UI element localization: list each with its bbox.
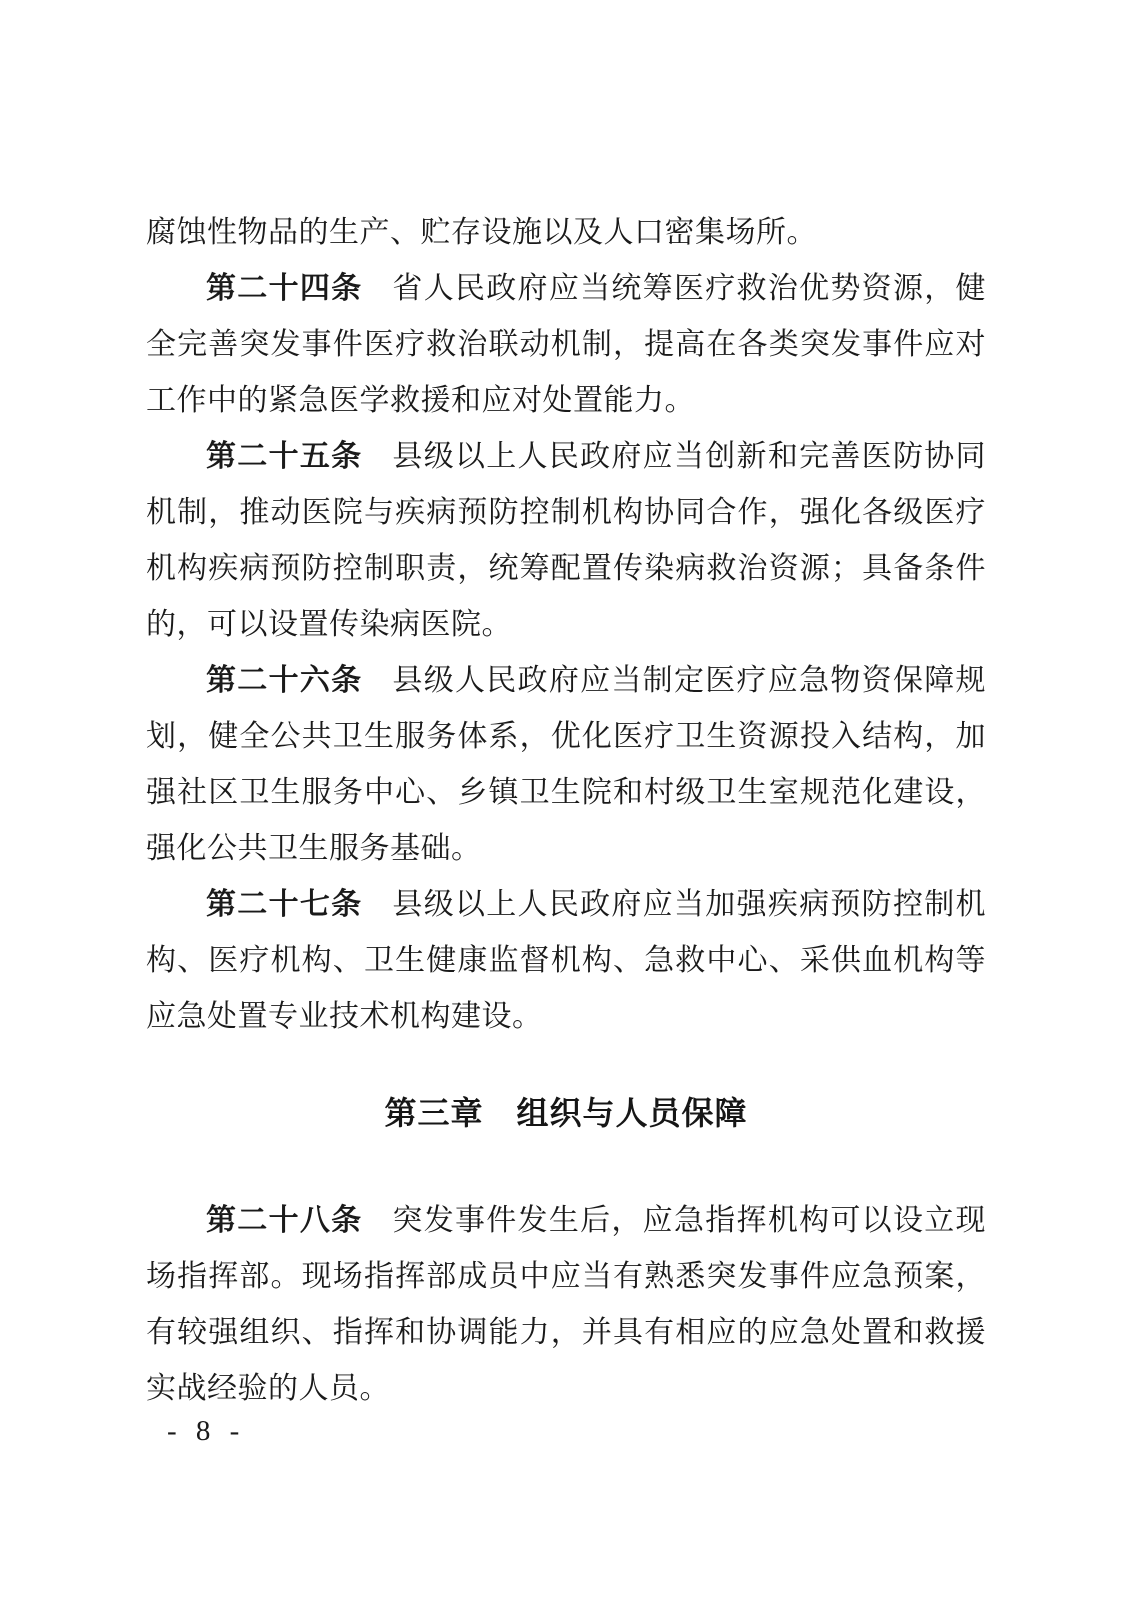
article-25-number: 第二十五条 [206, 440, 363, 473]
paragraph-text: 腐蚀性物品的生产、贮存设施以及人口密集场所。 [146, 216, 817, 249]
article-28-text: 突发事件发生后，应急指挥机构可以设立现场指挥部。现场指挥部成员中应当有熟悉突发事件应急预案，有较强组织、指挥和协调能力，并具有相应的应急处置和救援实战经验的人员。 [146, 1204, 987, 1405]
article-25-text: 县级以上人民政府应当创新和完善医防协同机制，推动医院与疾病预防控制机构协同合作，强化各级医疗机构疾病预防控制职责，统筹配置传染病救治资源；具备条件的，可以设置传染病医院。 [146, 440, 987, 641]
page-number: - 8 - [167, 1415, 246, 1447]
article-26-text: 县级人民政府应当制定医疗应急物资保障规划，健全公共卫生服务体系，优化医疗卫生资源投入结构，加强社区卫生服务中心、乡镇卫生院和村级卫生室规范化建设，强化公共卫生服务基础。 [146, 664, 987, 865]
article-27-paragraph [146, 877, 986, 1045]
article-28-paragraph [146, 1193, 986, 1417]
article-25-paragraph [146, 429, 986, 653]
article-26-paragraph [146, 653, 986, 877]
article-24-text: 省人民政府应当统筹医疗救治优势资源，健全完善突发事件医疗救治联动机制，提高在各类突发事件应对工作中的紧急医学救援和应对处置能力。 [146, 272, 987, 417]
article-27-text: 县级以上人民政府应当加强疾病预防控制机构、医疗机构、卫生健康监督机构、急救中心、采供血机构等应急处置专业技术机构建设。 [146, 888, 987, 1033]
chapter-heading: 第三章 组织与人员保障 [384, 1095, 748, 1131]
article-27-number: 第二十七条 [206, 888, 363, 921]
paragraph-continuation [146, 205, 986, 261]
article-24-paragraph [146, 261, 986, 429]
article-28-number: 第二十八条 [206, 1204, 363, 1237]
article-24-number: 第二十四条 [206, 272, 363, 305]
page-content [146, 205, 986, 1417]
article-26-number: 第二十六条 [206, 664, 363, 697]
